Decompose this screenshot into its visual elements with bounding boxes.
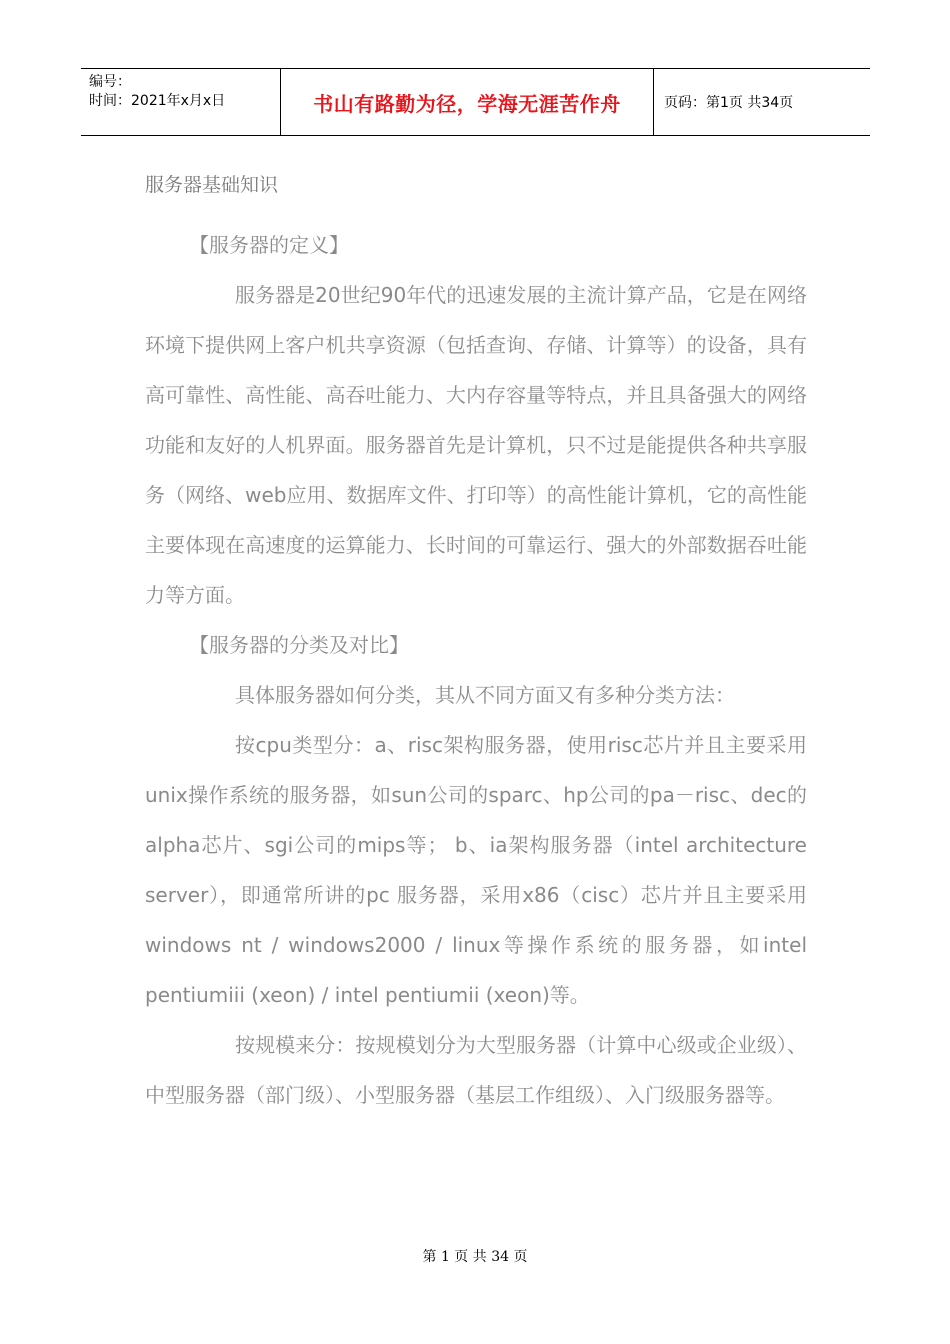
scale-paragraph: 按规模来分：按规模划分为大型服务器（计算中心级或企业级）、中型服务器（部门级）、小型服务器（基层工作组级）、入门级服务器等。 [145, 1033, 807, 1107]
cpu-type-paragraph: 按cpu类型分：a、risc架构服务器，使用risc芯片并且主要采用unix操作系统的服务器，如sun公司的sparc、hp公司的pa－risc、dec的alpha芯片、sgi公司的mips等； b、ia架构服务器（intel architecture server），即通常所讲的pc 服务器，采用x86（cisc）芯片并且主要采用windows nt / windows2000 / linux等操作系统的服务器，如intel pentiumiii (xeon) / intel pentiumii (xeon)等。 [145, 733, 807, 1007]
header-meta [81, 69, 281, 135]
definition-paragraph: 服务器是20世纪90年代的迅速发展的主流计算产品，它是在网络环境下提供网上客户机共享资源（包括查询、存储、计算等）的设备，具有高可靠性、高性能、高吞吐能力、大内存容量等特点，并且具备强大的网络功能和友好的人机界面。服务器首先是计算机，只不过是能提供各种共享服务（网络、web应用、数据库文件、打印等）的高性能计算机，它的高性能主要体现在高速度的运算能力、长时间的可靠运行、强大的外部数据吞吐能力等方面。 [145, 283, 807, 607]
section-heading-classification: 【服务器的分类及对比】 [189, 633, 409, 657]
header-table [81, 68, 870, 136]
classification-intro-paragraph: 具体服务器如何分类，其从不同方面又有多种分类方法： [235, 683, 735, 707]
number-label: 编号： [89, 74, 131, 90]
header-motto: 书山有路勤为径，学海无涯苦作舟 [281, 69, 654, 135]
header-page-info: 页码：第1页 共34页 [664, 95, 794, 111]
page-footer: 第 1 页 共 34 页 [422, 1249, 528, 1265]
document-body [145, 220, 807, 1120]
section-heading-definition: 【服务器的定义】 [189, 233, 349, 257]
time-label: 时间：2021年x月x日 [89, 93, 226, 109]
document-title: 服务器基础知识 [145, 174, 279, 196]
